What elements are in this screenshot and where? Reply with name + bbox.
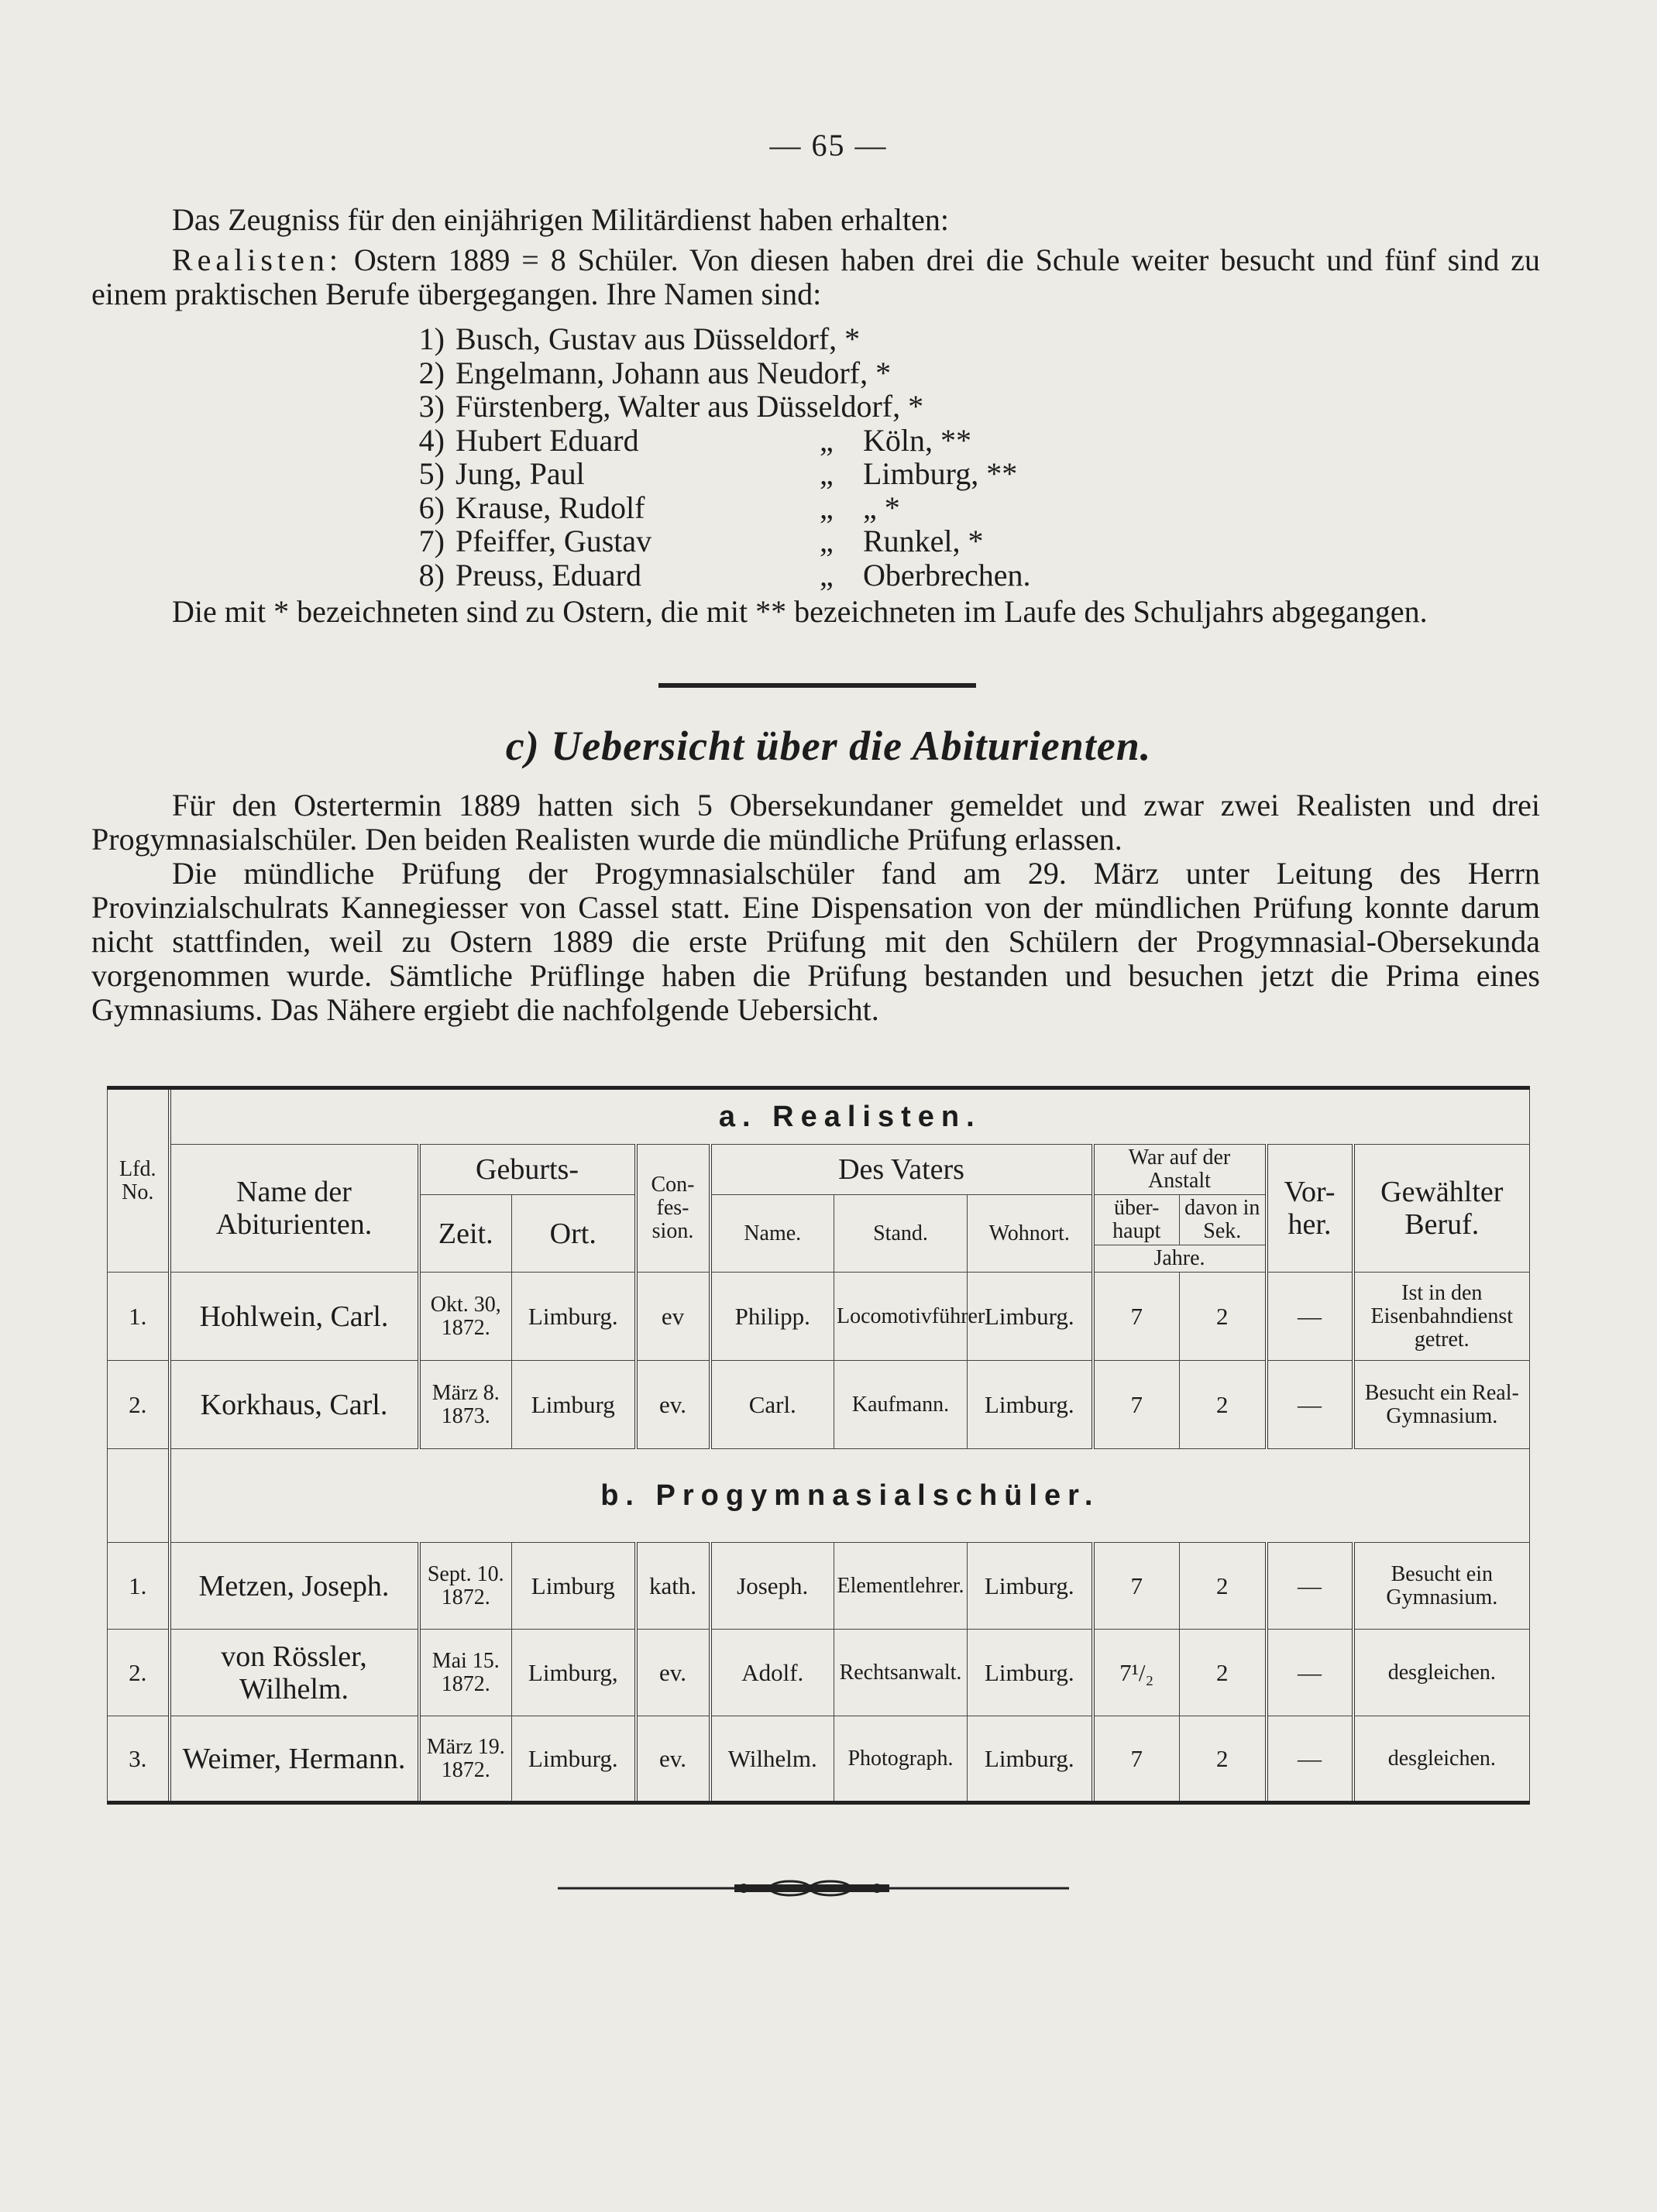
- section-title: c) Uebersicht über die Abiturienten.: [505, 723, 1152, 769]
- header-anstalt: War auf der Anstalt: [1093, 1145, 1267, 1195]
- row-years-total: 7: [1093, 1273, 1180, 1361]
- section-b-title: b. Progymnasialschüler.: [170, 1449, 1530, 1543]
- student-name: Engelmann, Johann aus Neudorf, *: [456, 355, 892, 390]
- row-father-name: Wilhelm.: [710, 1716, 834, 1803]
- ditto-mark: „: [820, 456, 834, 491]
- student-number: 5): [418, 456, 445, 491]
- row-birth-place: Limburg: [512, 1361, 636, 1449]
- ditto-mark: „: [820, 422, 834, 458]
- row-birth-date: Okt. 30, 1872.: [419, 1273, 512, 1361]
- row-confession: ev.: [636, 1361, 710, 1449]
- student-list-item: [395, 491, 1092, 525]
- student-name: Preuss, Eduard: [456, 557, 641, 592]
- student-town: Köln, **: [863, 422, 971, 458]
- row-number: 1.: [108, 1273, 170, 1361]
- row-father-occupation: Locomotivführer: [834, 1273, 968, 1361]
- row-number: 3.: [108, 1716, 170, 1803]
- row-father-name: Philipp.: [710, 1273, 834, 1361]
- student-town: „ *: [863, 489, 900, 525]
- row-number: 1.: [108, 1543, 170, 1630]
- row-birth-place: Limburg.: [512, 1273, 636, 1361]
- header-row-1: [108, 1145, 1530, 1195]
- row-confession: ev.: [636, 1716, 710, 1803]
- row-years-secondary: 2: [1180, 1630, 1267, 1716]
- student-name: Fürstenberg, Walter aus Düsseldorf, *: [456, 389, 924, 424]
- student-name: Busch, Gustav aus Düsseldorf, *: [456, 321, 861, 356]
- student-number: 4): [418, 422, 445, 458]
- row-years-secondary: 2: [1180, 1361, 1267, 1449]
- row-confession: kath.: [636, 1543, 710, 1630]
- row-number: 2.: [108, 1630, 170, 1716]
- student-name: Hubert Eduard: [456, 422, 639, 458]
- row-previous: —: [1267, 1630, 1353, 1716]
- realisten-paragraph: [91, 243, 1540, 311]
- header-vorher: Vor-her.: [1267, 1145, 1353, 1273]
- row-chosen-career: Ist in den Eisenbahndienst getret.: [1353, 1273, 1530, 1361]
- realisten-label: Realisten:: [172, 242, 342, 277]
- header-beruf: Gewählter Beruf.: [1353, 1145, 1530, 1273]
- row-previous: —: [1267, 1273, 1353, 1361]
- section-divider: [658, 683, 976, 688]
- ditto-mark: „: [820, 557, 834, 592]
- student-number: 2): [418, 355, 445, 390]
- row-father-name: Adolf.: [710, 1630, 834, 1716]
- student-list-item: [395, 424, 1092, 458]
- section-b-row: [108, 1449, 1530, 1543]
- student-list-item: [395, 524, 1092, 558]
- student-list-item: [395, 390, 1092, 424]
- ditto-mark: „: [820, 524, 834, 558]
- footnote-paragraph: Die mit * bezeichneten sind zu Ostern, die mit ** bezeichneten im Laufe des Schuljahrs abgegangen.: [172, 594, 1428, 629]
- row-name: von Rössler, Wilhelm.: [170, 1630, 419, 1716]
- realisten-rows: [108, 1273, 1530, 1449]
- student-name: Pfeiffer, Gustav: [456, 524, 652, 558]
- row-years-total: 7: [1093, 1361, 1180, 1449]
- row-chosen-career: desgleichen.: [1353, 1630, 1530, 1716]
- row-birth-date: Mai 15. 1872.: [419, 1630, 512, 1716]
- row-father-occupation: Kaufmann.: [834, 1361, 968, 1449]
- row-father-occupation: Photograph.: [834, 1716, 968, 1803]
- row-birth-date: Sept. 10. 1872.: [419, 1543, 512, 1630]
- header-ueberhaupt: über-haupt: [1093, 1195, 1180, 1245]
- ditto-mark: „: [820, 489, 834, 525]
- row-confession: ev: [636, 1273, 710, 1361]
- student-number: 6): [418, 489, 445, 525]
- section-b-spacer: [108, 1449, 170, 1543]
- row-years-secondary: 2: [1180, 1273, 1267, 1361]
- ditto-mark: [820, 390, 863, 424]
- row-years-secondary: 2: [1180, 1716, 1267, 1803]
- row-years-total: 7¹/₂: [1093, 1630, 1180, 1716]
- student-list: [395, 322, 1092, 592]
- row-previous: —: [1267, 1361, 1353, 1449]
- student-town: Runkel, *: [863, 524, 984, 558]
- row-father-residence: Limburg.: [968, 1716, 1093, 1803]
- header-vater-wohnort: Wohnort.: [968, 1195, 1093, 1273]
- student-name: Krause, Rudolf: [456, 489, 645, 525]
- header-vater-name: Name.: [710, 1195, 834, 1273]
- row-father-name: Carl.: [710, 1361, 834, 1449]
- student-list-item: [395, 457, 1092, 491]
- header-vater-stand: Stand.: [834, 1195, 968, 1273]
- row-father-occupation: Elementlehrer.: [834, 1543, 968, 1630]
- row-birth-date: März 8. 1873.: [419, 1361, 512, 1449]
- row-chosen-career: Besucht ein Gymnasium.: [1353, 1543, 1530, 1630]
- student-number: 3): [418, 389, 445, 424]
- header-davon: davon in Sek.: [1180, 1195, 1267, 1245]
- header-ort: Ort.: [512, 1195, 636, 1273]
- table-row: [108, 1630, 1530, 1716]
- row-chosen-career: desgleichen.: [1353, 1716, 1530, 1803]
- student-list-item: [395, 356, 1092, 390]
- row-birth-place: Limburg: [512, 1543, 636, 1630]
- abiturienten-table: [107, 1086, 1530, 1805]
- row-previous: —: [1267, 1543, 1353, 1630]
- header-confession: Con-fes-sion.: [636, 1145, 710, 1273]
- paragraph-ostertermin: Für den Ostertermin 1889 hatten sich 5 Obersekundaner gemeldet und zwar zwei Realisten und drei Progymnasialschüler. Den beiden Realisten wurde die mündliche Prüfung erlassen.: [91, 788, 1540, 857]
- row-number: 2.: [108, 1361, 170, 1449]
- row-years-secondary: 2: [1180, 1543, 1267, 1630]
- progymnasial-rows: [108, 1543, 1530, 1803]
- student-list-item: [395, 558, 1092, 592]
- ditto-mark: [820, 322, 863, 356]
- row-father-occupation: Rechtsanwalt.: [834, 1630, 968, 1716]
- row-father-residence: Limburg.: [968, 1361, 1093, 1449]
- row-name: Weimer, Hermann.: [170, 1716, 419, 1803]
- header-jahre: Jahre.: [1093, 1245, 1267, 1273]
- closing-ornament: [558, 1873, 1069, 1904]
- row-chosen-career: Besucht ein Real-Gymnasium.: [1353, 1361, 1530, 1449]
- realisten-text: Ostern 1889 = 8 Schüler. Von diesen haben drei die Schule weiter besucht und fünf sind zu einem praktischen Berufe übergegangen. Ihre Namen sind:: [91, 242, 1540, 311]
- row-previous: —: [1267, 1716, 1353, 1803]
- header-zeit: Zeit.: [419, 1195, 512, 1273]
- row-name: Hohlwein, Carl.: [170, 1273, 419, 1361]
- student-list-item: [395, 322, 1092, 356]
- student-number: 1): [418, 321, 445, 356]
- page-number: — 65 —: [769, 128, 888, 163]
- row-birth-place: Limburg,: [512, 1630, 636, 1716]
- section-a-row: [108, 1088, 1530, 1145]
- student-number: 7): [418, 524, 445, 558]
- header-lfd: Lfd. No.: [108, 1088, 170, 1273]
- student-name: Jung, Paul: [456, 456, 585, 491]
- row-name: Metzen, Joseph.: [170, 1543, 419, 1630]
- ditto-mark: [820, 356, 863, 390]
- table-row: [108, 1361, 1530, 1449]
- row-years-total: 7: [1093, 1716, 1180, 1803]
- row-father-name: Joseph.: [710, 1543, 834, 1630]
- row-birth-place: Limburg.: [512, 1716, 636, 1803]
- row-confession: ev.: [636, 1630, 710, 1716]
- row-father-residence: Limburg.: [968, 1273, 1093, 1361]
- header-name: Name der Abiturienten.: [170, 1145, 419, 1273]
- row-name: Korkhaus, Carl.: [170, 1361, 419, 1449]
- student-number: 8): [418, 557, 445, 592]
- header-vater: Des Vaters: [710, 1145, 1093, 1195]
- section-a-title: a. Realisten.: [170, 1088, 1530, 1145]
- row-years-total: 7: [1093, 1543, 1180, 1630]
- student-town: Oberbrechen.: [863, 557, 1031, 592]
- table-row: [108, 1543, 1530, 1630]
- row-father-residence: Limburg.: [968, 1630, 1093, 1716]
- student-town: Limburg, **: [863, 456, 1018, 491]
- intro-line: Das Zeugniss für den einjährigen Militärdienst haben erhalten:: [172, 202, 950, 237]
- table-row: [108, 1273, 1530, 1361]
- paragraph-pruefung: Die mündliche Prüfung der Progymnasialschüler fand am 29. März unter Leitung des Herrn Provinzialschulrats Kannegiesser von Cassel statt. Eine Dispensation von der mündlichen Prüfung konnte darum nicht stattfinden, weil zu Ostern 1889 die erste Prüfung mit den Schülern der Progymnasial-Obersekunda vorgenommen wurde. Sämtliche Prüflinge haben die Prüfung bestanden und besuchen jetzt die Prima eines Gymnasiums. Das Nähere ergiebt die nachfolgende Uebersicht.: [91, 856, 1540, 1027]
- header-geburts: Geburts-: [419, 1145, 636, 1195]
- row-father-residence: Limburg.: [968, 1543, 1093, 1630]
- table-row: [108, 1716, 1530, 1803]
- row-birth-date: März 19. 1872.: [419, 1716, 512, 1803]
